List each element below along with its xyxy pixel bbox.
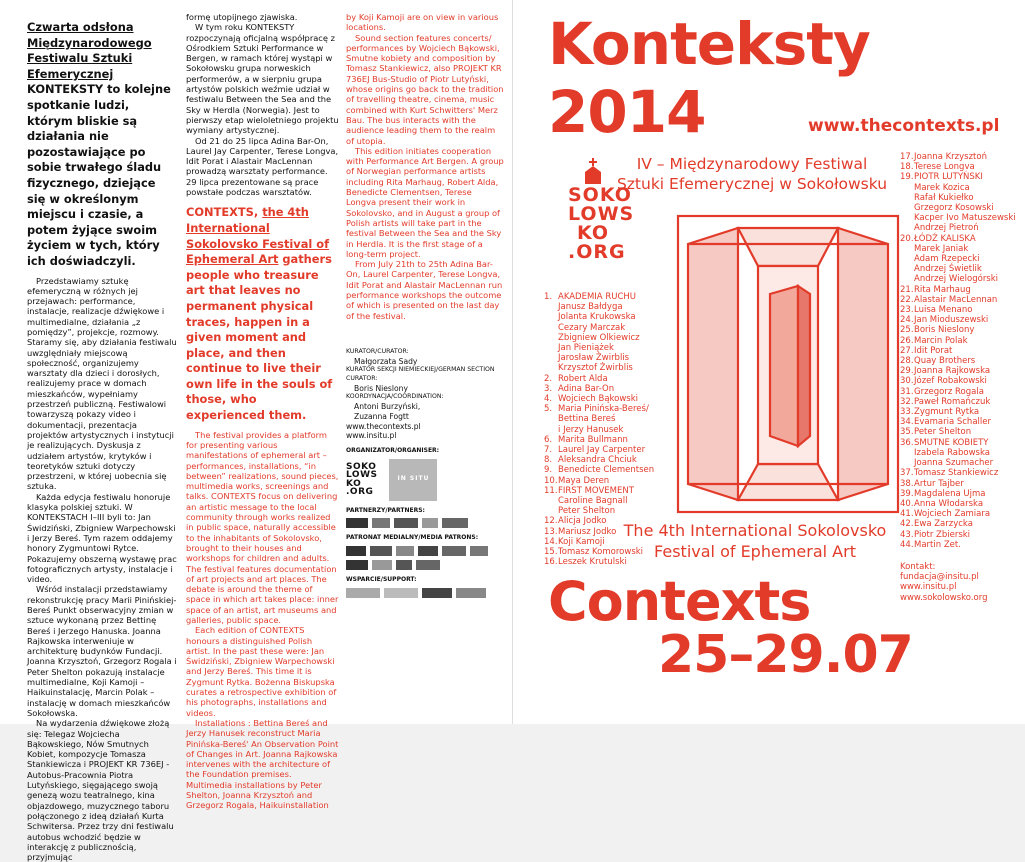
program-subitem: Andrzej Świetlik [914,264,982,275]
paragraph: Installations : Bettina Bereś and Jerzy Hanusek reconstruct Maria Pinińska-Bereś' An Observation Point of Changes in Art. Joanna Rajkowska intervenes with the architecture of the Foundation premises. Multimedia installations by Peter Shelton, Joanna Krzysztoń and Grzegorz Rogala, Haikuinstallation [186,717,339,811]
credits-block [346,348,506,601]
coordinator-1: Antoni Burzyński, [354,401,421,411]
program-item-number: 14. [544,536,558,547]
intro-english [186,205,339,423]
program-item-number: 23. [900,305,914,316]
support-logos [346,588,506,598]
program-item-name: Ewa Zarzycka [914,519,973,530]
paragraph: Sound section features concerts/ performances by Wojciech Bąkowski, Smutne kobiety and composition by Tomasz Stankiewicz, also PROJEKT KR 736EJ Bus-Studio of Piotr Lutyński, whose origins go back to the tradition of travelling theatre, cinema, music combined with Kurt Schwitters' Merz Bau. The bus interacts with the audience leading them to the realm of utopia. [346,32,504,146]
program-item-number: 36. [900,437,914,448]
program-item [900,468,1010,478]
title-konteksty: Konteksty [548,10,870,78]
program-item-number: 43. [900,529,914,540]
program-item [900,376,1010,386]
program-item-number: 27. [900,345,914,356]
program-item-number: 21. [900,284,914,295]
intro-u1: Czwarta odsłona [27,20,134,34]
program-item-number: 18. [900,162,914,173]
program-item-number: 12. [544,516,558,527]
media-logo [396,546,414,556]
program-item-name: Zygmunt Rytka [914,407,980,418]
program-subitem: Andrzej Wielogórski [914,274,999,285]
program-item [900,489,1010,499]
program-item-name: Józef Robakowski [914,376,987,387]
program-item-number: 13. [544,526,558,537]
partner-logos [346,518,506,528]
program-item [900,540,1010,550]
program-item-name: Marcin Polak [914,335,968,346]
program-item [544,394,666,404]
program-item [900,295,1010,305]
german-curator-label: KURATOR SEKCJI NIEMIECKIEJ/GERMAN SECTION CURATOR: [346,366,495,382]
paragraph: The festival provides a platform for presenting various manifestations of ephemeral art – performances, installations, “in between” realizations, sound pieces, multimedia works, screenings and talks. CONTEXTS focus on delivering an artistic message to the local community through works realized in public space, naturally accessible to the inhabitants of Sokolovsko, brought to their houses and workshops for children and adults. The festival features documentation of art projects and art places. The debate is around the theme of space in which art takes place: inner space of an artist, art museums and galleries, public space. [186,429,339,625]
program-item-number: 16. [544,557,558,568]
organiser-label: ORGANIZATOR/ORGANISER: [346,447,440,455]
program-item-name: PIOTR LUTYŃSKI [914,172,983,183]
program-item [900,509,1010,519]
program-item [544,435,666,445]
text-column-polish [27,12,177,862]
program-item-name: Aleksandra Chciuk [558,455,637,466]
program-subitem: Cezary Marczak [558,322,626,333]
program-item-name: ŁÓDŹ KALISKA [914,233,976,244]
program-item [544,404,666,414]
paragraph: Od 21 do 25 lipca Adina Bar-On, Laurel Jay Carpenter, Terese Longva, Idit Porat i Alastair MacLennan prowadzą warsztaty performance. 29 lipca prezentowane są prace powstałe podczas warsztatów. [186,135,339,198]
program-item [544,374,666,384]
program-subitem: Peter Shelton [558,506,616,517]
media-logos [346,546,506,570]
program-subitem: Krzysztof Żwirblis [558,363,633,374]
media-logo [416,560,440,570]
title-contexts: Contexts [548,570,811,633]
program-item-name: Wojciech Bąkowski [558,394,639,405]
program-item-name: Maya Deren [558,475,610,486]
program-item-name: Grzegorz Rogala [914,386,984,397]
program-item [900,356,1010,366]
program-item-number: 20. [900,233,914,244]
corridor-artwork [676,214,900,514]
paragraph: Przedstawiamy sztukę efemeryczną w różnych jej przejawach: performance, instalacje, realizacje dźwiękowe i multimedialne, działania „z pomiędzy”, projekcje, rozmowy. Staramy się, aby działania festiwalu uwzględniały miejscową społeczność, organizujemy warsztaty dla dzieci i dorosłych, realizujemy prace w domach mieszkańców, wypełniamy przestrzeń publiczną. Festiwalowi towarzyszą pokazy video i dokumentacji, prezentacja projektów artystycznych i instytucji je realizujących. Dyskusja z udziałem artystów, krytyków i teoretyków sztuki dotyczy przestrzeni, w której uobecnia się sztuka. [27,275,177,492]
program-item [900,152,1010,162]
program-item-number: 24. [900,315,914,326]
media-logo [372,560,392,570]
left-page [0,0,512,862]
program-item-name: Terese Longva [914,162,975,173]
subtitle-polish [608,154,896,194]
insitu-logo: IN SITU [389,459,437,501]
program-item-number: 19. [900,172,914,183]
program-subitem: Bettina Bereś [558,414,616,425]
program-item-number: 2. [544,373,553,384]
program-item-name: Joanna Rajkowska [914,366,991,377]
program-item-number: 33. [900,407,914,418]
program-subitem: Jolanta Krukowska [558,312,636,323]
program-item-number: 32. [900,396,914,407]
website-link[interactable]: www.thecontexts.pl [808,116,1000,136]
program-item [900,315,1010,325]
program-item [900,172,1010,182]
program-item [544,384,666,394]
program-item-name: Robert Alda [558,373,608,384]
program-item-number: 15. [544,547,558,558]
media-logo [418,546,438,556]
program-item-name: Tomasz Komorowski [558,547,644,558]
support-logo [456,588,486,598]
program-item [900,530,1010,540]
program-item-name: Tomasz Stankiewicz [914,468,999,479]
program-item [900,479,1010,489]
media-patrons-label: PATRONAT MEDIALNY/MEDIA PATRONS: [346,534,479,542]
program-item-name: Boris Nieslony [914,325,975,336]
program-subitem: Rafał Kukiełko [914,192,974,203]
organiser-logos [346,459,506,501]
german-curator-name: Boris Nieslony [354,383,408,393]
intro-u4: Efemerycznej [27,66,114,81]
program-item-name: Alastair MacLennan [914,294,998,305]
program-subitem: Adam Rzepecki [914,254,980,265]
program-item [544,292,666,302]
media-logo [346,546,366,556]
logo-line: .ORG [568,241,626,263]
coordination-label: KOORDYNACJA/COORDINATION: [346,393,444,401]
media-logo [370,546,392,556]
program-item-name: Maria Pinińska-Bereś/ [558,404,649,415]
subtitle-line: Sztuki Efemerycznej w Sokołowsku [616,175,888,193]
lead-rest: gathers people who treasure art that leaves no permanent physical traces, happen in a given moment and place, and then continue to live their own life in the souls of those, who experienced them. [186,252,333,423]
program-item-name: Peter Shelton [914,427,972,438]
paragraph: From July 21th to 25th Adina Bar-On, Laurel Carpenter, Terese Longva, Idit Porat and Alastair MacLennan run performance workshops the outcome of which is presented on the last day of the festival. [346,259,503,321]
paragraph: Każda edycja festiwalu honoruje klasyka polskiej sztuki. W KONTEKSTACH I–III byli to: Jan Świdziński, Zbigniew Warpechowski i Jerzy Bereś. Tym razem oddajemy honory Zygmuntowi Rytce. Pokazujemy obszerną wystawę prac fotograficznych artysty, instalacje i video. [27,491,177,585]
partner-logo [442,518,468,528]
media-logo [396,560,412,570]
program-item-name: Anna Włodarska [914,498,984,509]
curator-label: KURATOR/CURATOR: [346,348,409,355]
program-item-name: Mariusz Jodko [558,526,617,537]
subtitle-line: Festival of Ephemeral Art [654,542,856,561]
program-item-name: Benedicte Clementsen [558,465,655,476]
program-subitem: Izabela Rabowska [914,447,990,458]
paragraph: Na wydarzenia dźwiękowe złożą się: Telegaz Wojciecha Bąkowskiego, Nów Smutnych Kobiet, kompozycje Tomasza Stankiewicza i PROJEKT KR 736EJ - Autobus-Pracownia Piotra Lutyńskiego, sięgającego swoją genezą wozu teatralnego, kina objazdowego, muzycznego taboru połączonego z ideą działań Kurta Schwitersa. Przez trzy dni festiwalu autobus wchodzić będzie w interakcję z publicznością, przyjmując [27,718,174,862]
logo-line: KO [346,478,362,489]
logo-line: SOKO [568,184,632,206]
program-item-number: 34. [900,417,914,428]
program-item-number: 29. [900,366,914,377]
program-subitem: Grzegorz Kosowski [914,203,994,214]
program-item-number: 44. [900,539,914,550]
program-item-name: SMUTNE KOBIETY [914,437,989,448]
support-logo [384,588,418,598]
program-item [900,285,1010,295]
program-item-name: Idit Porat [914,345,953,356]
program-item-number: 5. [544,404,553,415]
program-subitem: Janusz Bałdyga [558,302,623,313]
program-item-name: Luisa Menano [914,305,973,316]
program-item-name: Rita Marhaug [914,284,971,295]
program-item-number: 25. [900,325,914,336]
program-item-name: Evamaria Schaller [914,417,991,428]
program-item [544,455,666,465]
program-subitem: Andrzej Pietroń [914,223,979,234]
logo-line: .ORG [346,487,374,498]
logo-line: KO [576,222,610,244]
logo-line: LOWS [346,470,378,481]
program-item [900,499,1010,509]
program-item-name: AKADEMIA RUCHU [558,292,637,302]
intro-u2: Międzynarodowego [27,35,152,50]
church-icon [581,158,605,184]
program-item-number: 39. [900,488,914,499]
program-item-name: Jan Mioduszewski [914,315,989,326]
contact-label: Kontakt: [900,562,936,572]
paragraph: by Koji Kamoji are on view in various locations. [346,12,499,33]
program-subitem: Jan Pieniążek [558,343,614,354]
program-item [544,476,666,486]
lead-u: the 4th International Sokolovsko Festival of Ephemeral Art [186,205,330,267]
program-subitem: Jarosław Żwirblis [558,353,630,364]
contact-email[interactable]: fundacja@insitu.pl [900,572,979,583]
lead-a: CONTEXTS, [186,205,263,220]
logo-line: SOKO [346,461,377,472]
program-item-name: Adina Bar-On [558,383,615,394]
website-link[interactable]: www.insitu.pl [346,431,397,441]
sokolowsko-logo [346,463,377,497]
support-label: WSPARCIE/SUPPORT: [346,575,417,583]
program-item [900,407,1010,417]
program-item [900,387,1010,397]
paragraph: W tym roku KONTEKSTY rozpoczynają oficjalną współpracę z Ośrodkiem Sztuki Performance w Bergen, w ramach której wystąpi w Sokołowsku grupa norweskich performerów, a w sierpniu grupa artystów polskich weźmie udział w festiwalu Between the Sea and the Sky w Herdla (Norwegia). Jest to pierwszy etap wieloletniego projektu wymiany artystycznej. [186,22,339,136]
program-item-number: 41. [900,509,914,520]
program-item [900,417,1010,427]
program-item-number: 11. [544,485,558,496]
support-logo [346,588,380,598]
program-item-number: 30. [900,376,914,387]
program-item-number: 3. [544,383,553,394]
program-item-number: 40. [900,498,914,509]
program-item-number: 37. [900,468,914,479]
program-item [900,162,1010,172]
program-item [900,366,1010,376]
partner-logo [346,518,368,528]
program-item-number: 17. [900,152,914,162]
program-item [900,336,1010,346]
program-item [544,465,666,475]
program-item-number: 35. [900,427,914,438]
program-item-name: Martin Zet. [914,539,961,550]
program-item-number: 9. [544,465,553,476]
intro-u3: Festiwalu Sztuki [27,51,133,66]
program-item-name: Piotr Zbierski [914,529,971,540]
contact-website[interactable]: www.sokolowsko.org [900,592,988,603]
program-item-number: 1. [544,292,553,302]
paragraph: Wśród instalacji przedstawiamy rekonstrukcję pracy Marii Pinińskiej-Bereś Punkt obserwacyjny zmian w sztuce wykonaną przez Bettinę Bereś i Jerzego Hanuska. Joanna Rajkowska interweniuje w architekturę budynków Fundacji. Joanna Krzysztoń, Grzegorz Rogala i Peter Shelton pokazują instalacje multimedialne, Koji Kamoji – Haikuinstalację, Marcin Polak – instalację w domach mieszkańców Sokołowska. [27,584,177,718]
support-logo [422,588,452,598]
program-item-name: FIRST MOVEMENT [558,485,634,496]
program-item-name: Leszek Krutulski [558,557,627,568]
program-item [900,305,1010,315]
text-column-middle [186,12,339,811]
program-item-name: Wojciech Zamiara [914,509,991,520]
program-item [900,346,1010,356]
logo-line: LOWS [568,203,635,225]
program-subitem: Caroline Bagnall [558,496,628,507]
program-item-number: 28. [900,356,914,367]
program-item-number: 7. [544,445,553,456]
intro-polish [27,20,177,270]
program-item-name: Alicja Jodko [558,516,607,527]
program-item-name: Artur Tajber [914,478,964,489]
partner-logo [422,518,438,528]
media-logo [470,546,488,556]
paragraph: formę utopijnego zjawiska. [186,12,298,22]
program-item-name: Joanna Krzysztoń [914,152,987,162]
program-item-name: Laurel Jay Carpenter [558,445,646,456]
program-item [900,397,1010,407]
program-item [900,234,1010,244]
program-subitem: Zbigniew Olkiewicz [558,332,640,343]
festival-dates: 25–29.07 [658,625,913,685]
program-item-name: Marita Bullmann [558,434,628,445]
program-subitem: i Jerzy Hanusek [558,424,624,435]
program-subitem: Marek Kozica [914,182,970,193]
partner-logo [394,518,418,528]
program-item [900,519,1010,529]
paragraph: This edition initiates cooperation with Performance Art Bergen. A group of Norwegian performance artists including Rita Marhaug, Robert Alda, Benedicte Clementsen, Terese Longva present their work in Sokolovsko, and in August a group of Polish artists will take part in the festival Between the Sea and the Sky in Herdla. It is the first stage of a long-term project. [346,145,504,259]
curator-name: Małgorzata Sady [354,356,418,366]
title-year: 2014 [548,78,706,146]
program-item-name: Paweł Romańczuk [914,396,991,407]
subtitle-line: IV – Międzynarodowy Festiwal [636,155,868,173]
program-item-number: 22. [900,294,914,305]
program-item [900,438,1010,448]
website-link[interactable]: www.thecontexts.pl [346,421,421,431]
partner-logo [372,518,390,528]
program-item-number: 6. [544,434,553,445]
partners-label: PARTNERZY/PARTNERS: [346,506,425,514]
media-logo [442,546,466,556]
paragraph: Each edition of CONTEXTS honours a distinguished Polish artist. In the past these were: Jan Świdziński, Zbigniew Warpechowski and Jerzy Bereś. This time it is Zygmunt Rytka. Bożenna Biskupska curates a retrospective exhibition of his photographs, installations and videos. [186,625,337,718]
subtitle-english [600,520,910,562]
program-item [900,325,1010,335]
subtitle-line: The 4th International Sokolovsko [623,521,887,540]
media-logo [346,560,368,570]
program-item-name: Magdalena Ujma [914,488,986,499]
program-item-name: Quay Brothers [914,356,976,367]
program-item-name: Koji Kamoji [558,536,605,547]
program-subitem: Kacper Ivo Matuszewski [914,213,1016,224]
program-subitem: Marek Janiak [914,243,969,254]
program-item [900,427,1010,437]
contact-website[interactable]: www.insitu.pl [900,582,957,593]
program-item [544,486,666,496]
program-item-number: 10. [544,475,558,486]
program-item-number: 42. [900,519,914,530]
contact-block [900,562,1010,603]
program-item-number: 8. [544,455,553,466]
program-item-number: 38. [900,478,914,489]
text-column-english [346,12,504,321]
program-subitem: Joanna Szumacher [914,458,994,469]
program-list-2 [900,152,1016,550]
program-item [544,445,666,455]
program-item-number: 26. [900,335,914,346]
program-item-number: 31. [900,386,914,397]
intro-rest: KONTEKSTY to kolejne spotkanie ludzi, którym bliskie są działania nie pozostawiające po sobie trwałego śladu fizycznego, dziejące się w określonym miejscu i czasie, a potem żyjące swoim życiem w tych, który ich doświadczyli. [27,82,171,268]
program-item-number: 4. [544,394,553,405]
coordinator-2: Zuzanna Fogtt [354,411,409,421]
